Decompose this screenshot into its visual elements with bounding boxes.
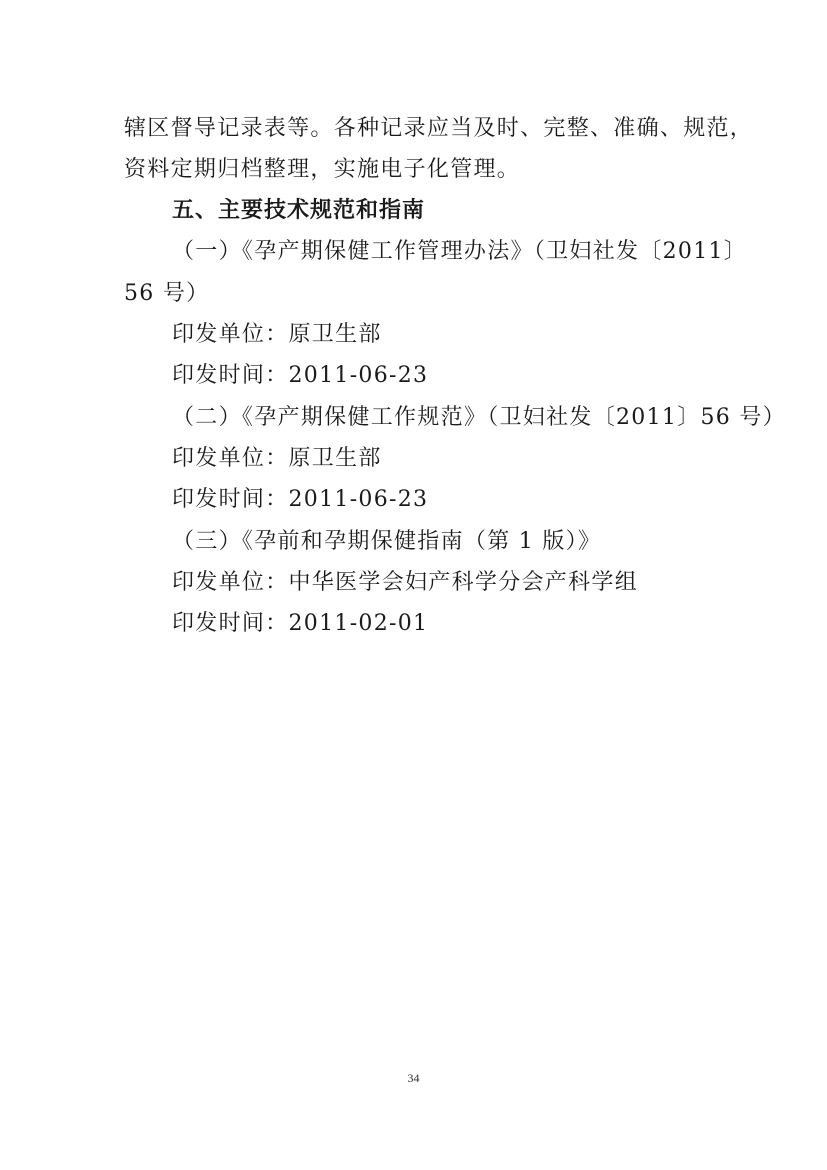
paragraph-line: 资料定期归档整理，实施电子化管理。 bbox=[124, 157, 521, 182]
reference-title: （二）《孕产期保健工作规范》（卫妇社发〔2011〕56 号） bbox=[172, 405, 786, 430]
page-number: 34 bbox=[407, 1071, 420, 1085]
issue-date: 印发时间：2011-06-23 bbox=[172, 363, 429, 388]
issue-date: 印发时间：2011-02-01 bbox=[172, 611, 429, 636]
reference-title: （一）《孕产期保健工作管理办法》（卫妇社发〔2011〕 bbox=[172, 239, 748, 264]
reference-title-continued: 56 号） bbox=[124, 281, 210, 306]
issuing-unit: 印发单位：中华医学会妇产科学分会产科学组 bbox=[172, 570, 639, 595]
issuing-unit: 印发单位：原卫生部 bbox=[172, 322, 382, 347]
section-heading: 五、主要技术规范和指南 bbox=[172, 198, 426, 223]
paragraph-line: 辖区督导记录表等。各种记录应当及时、完整、准确、规范， bbox=[124, 116, 754, 141]
issuing-unit: 印发单位：原卫生部 bbox=[172, 446, 382, 471]
reference-title: （三）《孕前和孕期保健指南（第 1 版）》 bbox=[172, 529, 602, 554]
issue-date: 印发时间：2011-06-23 bbox=[172, 487, 429, 512]
